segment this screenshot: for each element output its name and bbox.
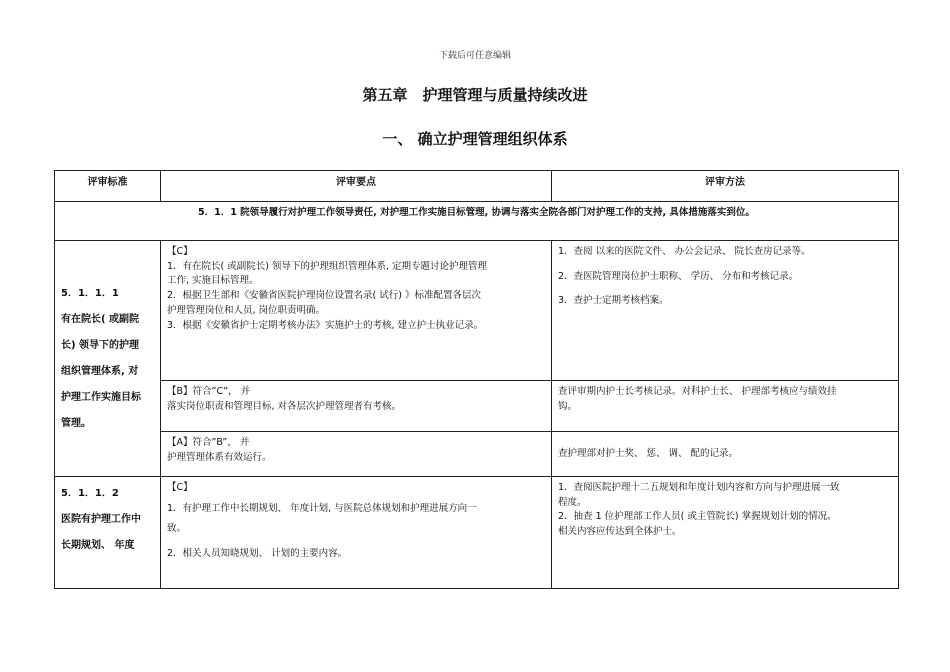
table-row <box>55 477 899 589</box>
point-line: 【A】符合”B”， 并 <box>167 437 250 448</box>
standard-line: 5．1．1．1 <box>61 287 119 299</box>
method-line: 2．查医院管理岗位护士职称、 学历、 分布和考核记录。 <box>558 270 799 282</box>
method-line: 程度。 <box>558 496 587 508</box>
point-line: 工作, 实施目标管理。 <box>167 275 259 287</box>
point-line: 3．根据《安徽省护士定期考核办法》实施护士的考核, 建立护士执业记录。 <box>167 319 484 331</box>
point-line: 护理管理体系有效运行。 <box>167 451 272 463</box>
header-points: 评审要点 <box>161 171 552 202</box>
point-line: 2．根据卫生部和《安徽省医院护理岗位设置名录( 试行) 》标准配置各层次 <box>167 290 481 302</box>
standard-line: 医院有护理工作中 <box>61 514 141 525</box>
section-title: 一、 确立护理管理组织体系 <box>382 130 568 148</box>
methods-cell-c2 <box>552 477 899 589</box>
points-cell-a <box>161 432 552 477</box>
point-line: 2．相关人员知晓规划、 计划的主要内容。 <box>167 548 348 560</box>
standard-cell-1 <box>55 241 161 477</box>
method-line: 钩。 <box>558 400 578 412</box>
point-line: 致。 <box>167 523 187 535</box>
standard-line: 护理工作实施目标 <box>61 391 141 403</box>
point-line: 1．有在院长( 或副院长) 领导下的护理组织管理体系, 定期专题讨论护理管理 <box>167 260 488 272</box>
standard-line: 5．1．1．2 <box>61 488 119 499</box>
header-methods: 评审方法 <box>552 171 899 202</box>
method-line: 相关内容应传达到全体护士。 <box>558 526 682 538</box>
point-line: 落实岗位职责和管理目标, 对各层次护理管理者有考核。 <box>167 400 402 412</box>
header-standard: 评审标准 <box>55 171 161 202</box>
chapter-title: 第五章 护理管理与质量持续改进 <box>362 86 588 104</box>
standard-line: 管理。 <box>61 417 91 429</box>
point-line: 护理管理岗位和人员, 岗位职责明确。 <box>167 304 326 316</box>
standard-line: 组织管理体系, 对 <box>61 365 139 377</box>
method-line: 1．查阅 以来的医院文件、 办公会记录、 院长查房记录等。 <box>558 246 811 257</box>
table-header-row <box>55 171 899 202</box>
grade-label: 【C】 <box>167 482 193 493</box>
evaluation-table <box>54 170 899 589</box>
points-cell-c <box>161 241 552 381</box>
methods-cell-c <box>552 241 899 381</box>
point-line: 【B】符合”C”， 并 <box>167 386 251 397</box>
points-cell-c2 <box>161 477 552 589</box>
method-line: 查评审期内护士长考核记录。对科护士长、 护理部考核应与绩效挂 <box>558 386 837 397</box>
standard-line: 长) 领导下的护理 <box>61 339 140 351</box>
methods-cell-b <box>552 381 899 432</box>
standard-cell-2 <box>55 477 161 589</box>
download-note: 下载后可任意编辑 <box>438 51 511 61</box>
method-line: 2．抽查 1 位护理部工作人员( 或主管院长) 掌握规划计划的情况。 <box>558 511 837 523</box>
method-line: 3．查护士定期考核档案。 <box>558 295 669 307</box>
table-row <box>55 432 899 477</box>
standard-line: 有在院长( 或副院 <box>61 313 140 325</box>
method-line: 查护理部对护士奖、 惩、 调、 配的记录。 <box>558 447 739 459</box>
section-row <box>55 202 899 241</box>
table-row <box>55 241 899 381</box>
standard-line: 长期规划、 年度 <box>61 540 135 551</box>
point-line: 1．有护理工作中长期规划、 年度计划, 与医院总体规划和护理进展方向一 <box>167 502 477 514</box>
grade-label: 【C】 <box>167 246 193 257</box>
points-cell-b <box>161 381 552 432</box>
method-line: 1．查阅医院护理十二五规划和年度计划内容和方向与护理进展一致 <box>558 482 840 493</box>
table-row <box>55 381 899 432</box>
section-row-text: 5．1．1 院领导履行对护理工作领导责任, 对护理工作实施目标管理, 协调与落实全院各部门对护理工作的支持, 具体措施落实到位。 <box>55 202 899 241</box>
methods-cell-a <box>552 432 899 477</box>
